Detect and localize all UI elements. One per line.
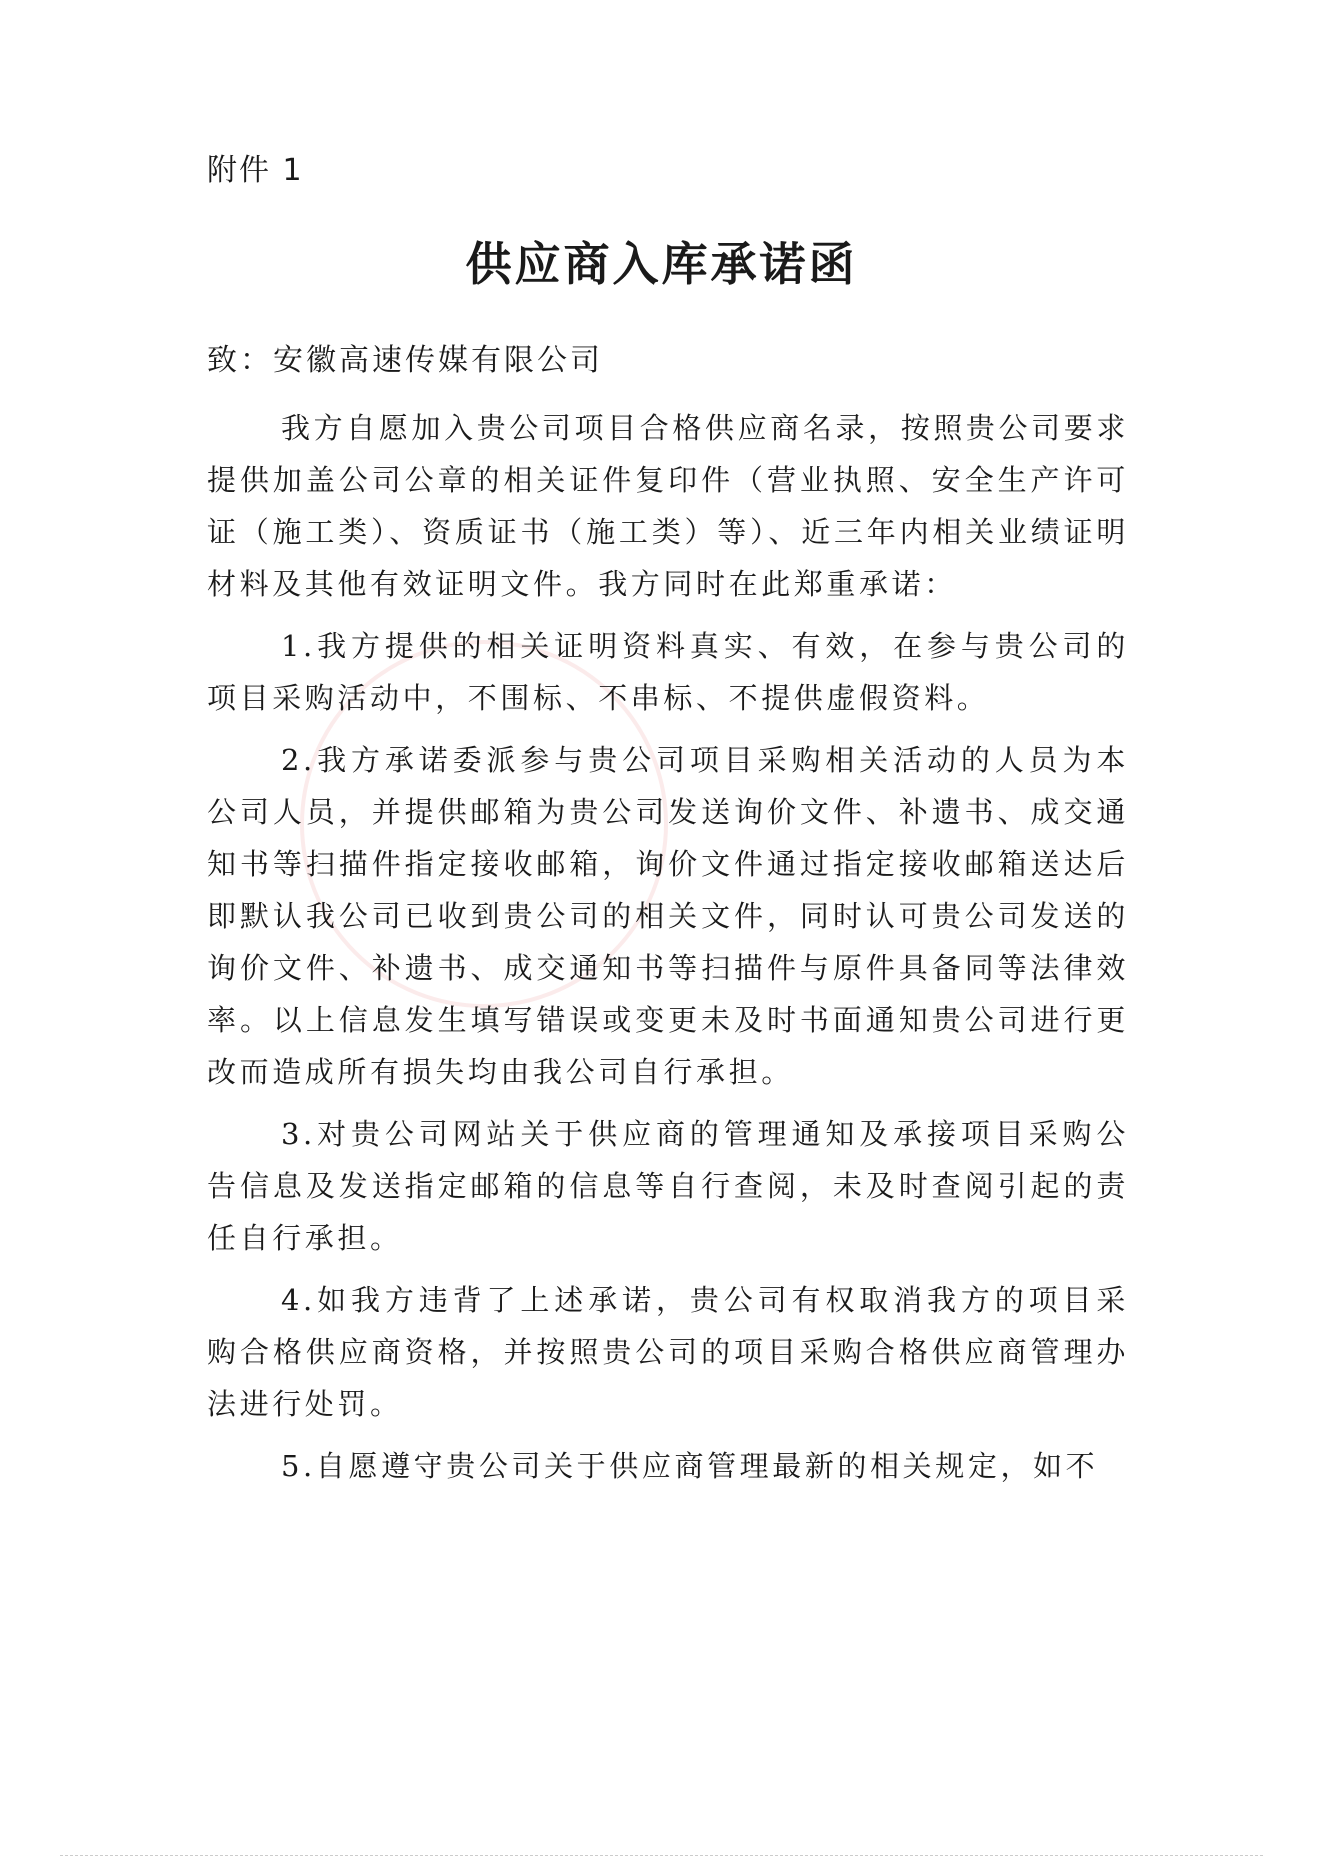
- addressee-line: 致：安徽高速传媒有限公司: [207, 343, 603, 378]
- document-body: [207, 402, 1129, 1502]
- commitment-2: 2.我方承诺委派参与贵公司项目采购相关活动的人员为本公司人员，并提供邮箱为贵公司发送询价文件、补遗书、成交通知书等扫描件指定接收邮箱，询价文件通过指定接收邮箱送达后即默认我公司已收到贵公司的相关文件，同时认可贵公司发送的询价文件、补遗书、成交通知书等扫描件与原件具备同等法律效率。以上信息发生填写错误或变更未及时书面通知贵公司进行更改而造成所有损失均由我公司自行承担。: [207, 743, 1129, 1089]
- scan-edge-divider: [60, 1855, 1263, 1856]
- attachment-label: 附件 1: [207, 153, 304, 188]
- document-title: 供应商入库承诺函: [465, 237, 858, 291]
- commitment-4: 4.如我方违背了上述承诺，贵公司有权取消我方的项目采购合格供应商资格，并按照贵公司的项目采购合格供应商管理办法进行处罚。: [207, 1283, 1129, 1421]
- commitment-3: 3.对贵公司网站关于供应商的管理通知及承接项目采购公告信息及发送指定邮箱的信息等自行查阅，未及时查阅引起的责任自行承担。: [207, 1117, 1129, 1255]
- commitment-1: 1.我方提供的相关证明资料真实、有效，在参与贵公司的项目采购活动中，不围标、不串标、不提供虚假资料。: [207, 629, 1129, 715]
- commitment-5: 5.自愿遵守贵公司关于供应商管理最新的相关规定，如不: [281, 1449, 1099, 1483]
- intro-paragraph: 我方自愿加入贵公司项目合格供应商名录，按照贵公司要求提供加盖公司公章的相关证件复印件（营业执照、安全生产许可证（施工类）、资质证书（施工类）等）、近三年内相关业绩证明材料及其他有效证明文件。我方同时在此郑重承诺：: [207, 411, 1129, 601]
